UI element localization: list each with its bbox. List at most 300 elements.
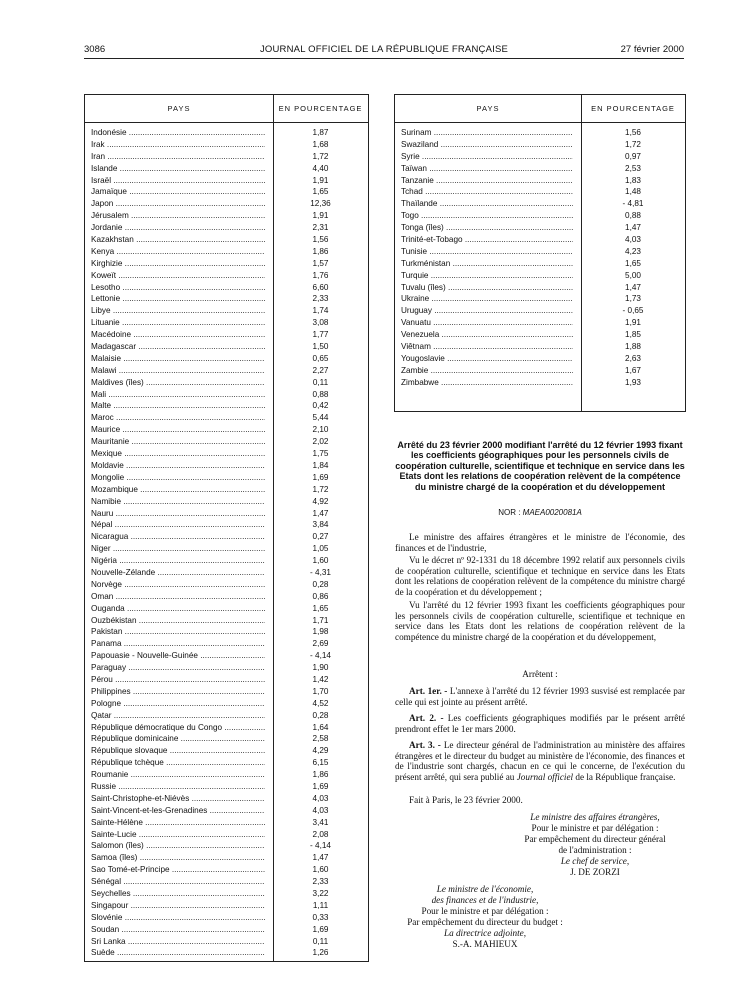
country-name: Tuvalu (îles) ..... (401, 282, 573, 294)
table-row (85, 900, 368, 912)
coefficient-value: 1,72 (625, 139, 641, 149)
country-name: Libye ..... (91, 305, 265, 317)
coefficient-value: 4,92 (312, 496, 329, 506)
table-row (395, 151, 685, 163)
coefficient-value: 0,42 (312, 401, 329, 411)
sig2-line1: Le ministre de l'économie, (436, 884, 534, 894)
coefficient-value: 1,65 (312, 187, 329, 197)
coefficient-value: - 4,81 (622, 199, 644, 209)
table-row (395, 341, 685, 353)
country-name: Indonésie ..... (91, 127, 265, 139)
country-name: Turkménistan ..... (401, 258, 573, 270)
table-row (85, 293, 368, 305)
table-row (395, 246, 685, 258)
country-name: Syrie ..... (401, 151, 573, 163)
country-name: Japon ..... (91, 198, 265, 210)
decree-title: Arrêté du 23 février 2000 modifiant l'arrêté du 12 février 1993 fixant les coefficients géographiques pour les personnels civils de coopération culturelle, scientifique et technique en service dans les Etats dont les relations de coopération relèvent de la compétence du ministre chargé de la coopération et du développement (395, 440, 685, 492)
country-name: Saint-Vincent-et-les-Grenadines ..... (91, 805, 265, 817)
table-row (85, 876, 368, 888)
coefficient-value: 1,72 (312, 151, 329, 161)
table-row (85, 186, 368, 198)
country-name: Sri Lanka ..... (91, 936, 265, 948)
country-name: Népal ..... (91, 519, 265, 531)
sig2-line5: La directrice adjointe, (443, 928, 527, 938)
country-name: Pakistan ..... (91, 626, 265, 638)
country-name: Maldives (îles) ..... (91, 377, 265, 389)
country-name: Moldavie ..... (91, 460, 265, 472)
coefficient-value: 6,15 (312, 758, 329, 768)
country-name: Vanuatu ..... (401, 317, 573, 329)
coefficient-value: 3,84 (312, 520, 329, 530)
sig1-signatory: J. DE ZORZI (570, 867, 620, 877)
table-row (85, 353, 368, 365)
article-3-journal: Journal officiel (516, 771, 574, 782)
coefficient-value: 1,74 (312, 306, 329, 316)
arretent-heading: Arrêtent : (522, 669, 558, 679)
table-row (85, 555, 368, 567)
coefficient-value: 1,91 (312, 211, 329, 221)
table-row (395, 186, 685, 198)
coefficient-value: 1,64 (312, 722, 329, 732)
nor-reference (395, 508, 685, 517)
coefficient-value: 2,63 (625, 353, 641, 363)
coefficient-value: 1,47 (312, 853, 329, 863)
table-row (85, 282, 368, 294)
country-name: Nigéria ..... (91, 555, 265, 567)
country-name: Paraguay ..... (91, 662, 265, 674)
table-row (85, 603, 368, 615)
article-3 (395, 740, 685, 782)
coefficient-value: 2,33 (312, 294, 329, 304)
country-name: Mali ..... (91, 389, 265, 401)
table-row (85, 531, 368, 543)
table-row (395, 270, 685, 282)
article-2-label: Art. 2. - (409, 713, 444, 723)
sig2-line4: Par empêchement du directeur du budget : (407, 917, 563, 927)
table-row (395, 329, 685, 341)
table-row (85, 793, 368, 805)
coefficient-value: 0,86 (312, 591, 329, 601)
country-name: Tunisie ..... (401, 246, 573, 258)
table-row (85, 305, 368, 317)
country-name: Kirghizie ..... (91, 258, 265, 270)
table-row (85, 769, 368, 781)
page-header (84, 44, 684, 58)
table-row (85, 519, 368, 531)
country-name: Thaïlande ..... (401, 198, 573, 210)
coefficient-value: - 4,14 (310, 841, 331, 851)
table-row (395, 258, 685, 270)
coefficient-value: 1,71 (312, 615, 329, 625)
country-name: Panama ..... (91, 638, 265, 650)
coefficient-value: 1,69 (312, 781, 329, 791)
coefficient-value: 5,00 (625, 270, 641, 280)
table-row (85, 733, 368, 745)
table-row (395, 163, 685, 175)
country-name: Swaziland ..... (401, 139, 573, 151)
sig1-line3: Par empêchement du directeur général (524, 834, 666, 844)
table-row (85, 638, 368, 650)
table-row (85, 840, 368, 852)
table-row (85, 579, 368, 591)
table-row (85, 781, 368, 793)
signature-place-date: Fait à Paris, le 23 février 2000. (409, 795, 523, 805)
country-name: Mongolie ..... (91, 472, 265, 484)
table-row (395, 365, 685, 377)
country-name: Jérusalem ..... (91, 210, 265, 222)
country-name: Malte ..... (91, 400, 265, 412)
coefficient-value: 0,28 (312, 710, 329, 720)
country-name: Irak ..... (91, 139, 265, 151)
country-name: Kenya ..... (91, 246, 265, 258)
table-row (85, 210, 368, 222)
table-row (85, 163, 368, 175)
coefficient-value: 1,68 (312, 139, 329, 149)
coefficient-value: 1,98 (312, 627, 329, 637)
country-name: Seychelles ..... (91, 888, 265, 900)
table-row (85, 270, 368, 282)
coefficient-value: 3,22 (312, 889, 329, 898)
table-row (85, 626, 368, 638)
table-row (85, 222, 368, 234)
preamble-paragraph: Le ministre des affaires étrangères et le ministre de l'économie, des finances et de l'industrie, (395, 532, 685, 553)
coefficient-value: 3,41 (312, 817, 329, 827)
country-name: Turquie ..... (401, 270, 573, 282)
coefficient-value: 0,28 (312, 579, 329, 589)
table-row (85, 615, 368, 627)
table-row (395, 210, 685, 222)
table-row (85, 947, 368, 959)
country-name: Ouganda ..... (91, 603, 265, 615)
country-name: Pérou ..... (91, 674, 265, 686)
coefficient-value: 1,50 (312, 342, 329, 352)
coefficient-value: 2,53 (625, 163, 641, 173)
coefficients-table-left (84, 94, 369, 962)
table-row (85, 460, 368, 472)
table-body (395, 127, 685, 389)
country-name: Norvège ..... (91, 579, 265, 591)
coefficient-value: 4,03 (312, 793, 329, 803)
coefficient-value: 4,03 (312, 805, 329, 815)
country-name: Zambie ..... (401, 365, 573, 377)
coefficient-value: 2,33 (312, 877, 329, 887)
table-row (85, 246, 368, 258)
coefficient-value: 4,03 (625, 235, 641, 245)
country-name: Maroc ..... (91, 412, 265, 424)
coefficient-value: 1,91 (312, 175, 329, 185)
coefficient-value: 1,60 (312, 865, 329, 875)
country-name: Samoa (îles) ..... (91, 852, 265, 864)
table-header (395, 95, 685, 123)
coefficient-value: 1,90 (312, 663, 329, 673)
sig2-line3: Pour le ministre et par délégation : (421, 906, 549, 916)
article-3-text-b: de la République française. (575, 771, 676, 782)
coefficient-value: 0,27 (312, 532, 329, 542)
table-row (395, 234, 685, 246)
country-name: Maurice ..... (91, 424, 265, 436)
country-name: Malawi ..... (91, 365, 265, 377)
coefficient-value: 1,70 (312, 686, 329, 696)
visa-paragraph-2: Vu l'arrêté du 12 février 1993 fixant les coefficients géographiques pour les personnels civils de coopération culturelle, scientifique et technique en service dans les Etats dont les relations de coopération relèvent de la compétence du ministre chargé de la coopération et du développement, (395, 600, 685, 642)
table-row (85, 864, 368, 876)
table-row (85, 674, 368, 686)
table-row (85, 757, 368, 769)
column-header-country: PAYS (167, 104, 191, 113)
table-row (85, 198, 368, 210)
sig1-line2: Pour le ministre et par délégation : (531, 823, 659, 833)
table-row (85, 341, 368, 353)
country-name: Surinam ..... (401, 127, 573, 139)
table-row (85, 377, 368, 389)
coefficient-value: 1,56 (312, 235, 329, 245)
coefficient-value: 4,40 (312, 163, 329, 173)
visa-paragraph-1: Vu le décret nº 92-1331 du 18 décembre 1992 relatif aux personnels civils de coopération culturelle, scientifique et technique en service dans les Etats dont les relations de coopération relèvent de la compétence du ministre chargé de la coopération et du développement ; (395, 555, 685, 597)
table-row (395, 353, 685, 365)
table-row (85, 852, 368, 864)
table-row (85, 448, 368, 460)
coefficient-value: 0,11 (312, 377, 329, 387)
table-row (85, 496, 368, 508)
coefficient-value: - 4,31 (310, 567, 331, 577)
coefficient-value: 4,52 (312, 698, 329, 708)
table-row (85, 543, 368, 555)
country-name: Pologne ..... (91, 698, 265, 710)
coefficient-value: 4,23 (625, 246, 641, 256)
country-name: Slovénie ..... (91, 912, 265, 924)
table-row (85, 508, 368, 520)
sig1-line4: de l'administration : (558, 845, 632, 855)
country-name: Lituanie ..... (91, 317, 265, 329)
table-row (395, 305, 685, 317)
table-row (395, 293, 685, 305)
country-name: Mexique ..... (91, 448, 265, 460)
table-row (85, 698, 368, 710)
country-name: Madagascar ..... (91, 341, 265, 353)
table-row (395, 139, 685, 151)
country-name: Saint-Christophe-et-Niévès ..... (91, 793, 265, 805)
coefficient-value: 1,73 (625, 294, 641, 304)
coefficient-value: 1,65 (312, 603, 329, 613)
coefficient-value: 1,91 (625, 318, 641, 328)
sig2-line2: des finances et de l'industrie, (431, 895, 539, 905)
column-header-country: PAYS (476, 104, 500, 113)
table-row (85, 389, 368, 401)
coefficient-value: 1,87 (312, 128, 329, 137)
coefficient-value: 0,88 (312, 389, 329, 399)
coefficient-value: 1,42 (312, 674, 329, 684)
table-row (85, 436, 368, 448)
coefficient-value: 1,86 (312, 246, 329, 256)
table-row (395, 127, 685, 139)
coefficient-value: 1,69 (312, 472, 329, 482)
table-row (85, 912, 368, 924)
table-row (85, 127, 368, 139)
coefficient-value: 1,65 (625, 258, 641, 268)
country-name: Uruguay ..... (401, 305, 573, 317)
coefficient-value: 1,86 (312, 770, 329, 780)
article-2-text: Les coefficients géographiques modifiés par le présent arrêté prendront effet le 1er mars 2000. (395, 713, 685, 734)
country-name: Taïwan ..... (401, 163, 573, 175)
table-row (395, 282, 685, 294)
country-name: Koweït ..... (91, 270, 265, 282)
coefficient-value: 1,69 (312, 924, 329, 934)
table-row (395, 198, 685, 210)
journal-title: JOURNAL OFFICIEL DE LA RÉPUBLIQUE FRANÇAISE (259, 44, 509, 55)
coefficients-table-right (394, 94, 686, 412)
country-name: Roumanie ..... (91, 769, 265, 781)
country-name: Salomon (îles) ..... (91, 840, 265, 852)
country-name: Zimbabwe ..... (401, 377, 573, 389)
coefficient-value: 3,08 (312, 318, 329, 328)
article-1-text: L'annexe à l'arrêté du 12 février 1993 susvisé est remplacée par celle qui est jointe au présent arrêté. (395, 686, 686, 707)
table-row (85, 662, 368, 674)
coefficient-value: 2,02 (312, 437, 329, 447)
table-row (85, 175, 368, 187)
table-row (85, 424, 368, 436)
coefficient-value: 2,27 (312, 365, 329, 375)
coefficient-value: 2,10 (312, 425, 329, 435)
article-3-text-a: Le directeur général de l'administration au ministère des affaires étrangères et le directeur du budget au ministère de l'économie, des finances et de l'industrie sont chargés, chacun en ce qui le concerne, de l'exécution du présent arrêté, qui sera publié au (395, 740, 686, 782)
country-name: Tanzanie ..... (401, 175, 573, 187)
nor-label: NOR : (498, 508, 521, 517)
country-name: Philippines ..... (91, 686, 265, 698)
country-name: Papouasie - Nouvelle-Guinée ..... (91, 650, 265, 662)
country-name: Ouzbékistan ..... (91, 615, 265, 627)
country-name: Nicaragua ..... (91, 531, 265, 543)
country-name: Tonga (îles) ..... (401, 222, 573, 234)
coefficient-value: 0,11 (312, 936, 329, 946)
table-row (85, 745, 368, 757)
sig1-line5: Le chef de service, (560, 856, 630, 866)
country-name: Venezuela ..... (401, 329, 573, 341)
coefficient-value: 1,26 (312, 948, 329, 958)
country-name: République démocratique du Congo ..... (91, 722, 265, 734)
country-name: Togo ..... (401, 210, 573, 222)
country-name: Sénégal ..... (91, 876, 265, 888)
country-name: Nauru ..... (91, 508, 265, 520)
country-name: Viêtnam ..... (401, 341, 573, 353)
country-name: Israël ..... (91, 175, 265, 187)
country-name: Islande ..... (91, 163, 265, 175)
country-name: Qatar ..... (91, 710, 265, 722)
country-name: Macédoine ..... (91, 329, 265, 341)
table-row (85, 400, 368, 412)
article-3-label: Art. 3. - (409, 740, 441, 750)
country-name: Jamaïque ..... (91, 186, 265, 198)
table-row (85, 472, 368, 484)
coefficient-value: 1,84 (312, 460, 329, 470)
coefficient-value: 1,47 (625, 223, 641, 233)
coefficient-value: 1,67 (625, 365, 641, 375)
table-row (85, 484, 368, 496)
country-name: République tchèque ..... (91, 757, 265, 769)
coefficient-value: 2,31 (312, 223, 329, 233)
coefficient-value: 1,88 (625, 342, 641, 352)
coefficient-value: 1,57 (312, 258, 329, 268)
table-row (85, 829, 368, 841)
coefficient-value: 2,08 (312, 829, 329, 839)
country-name: Sainte-Hélène ..... (91, 817, 265, 829)
coefficient-value: 1,83 (625, 175, 641, 185)
table-row (395, 377, 685, 389)
coefficient-value: 1,05 (312, 544, 329, 554)
coefficient-value: 1,48 (625, 187, 641, 197)
coefficient-value: 1,47 (625, 282, 641, 292)
country-name: Sao Tomé-et-Principe ..... (91, 864, 265, 876)
country-name: Namibie ..... (91, 496, 265, 508)
issue-date: 27 février 2000 (620, 44, 684, 55)
table-header (85, 95, 368, 123)
coefficient-value: 2,58 (312, 734, 329, 744)
coefficient-value: 1,75 (312, 449, 329, 459)
coefficient-value: 1,47 (312, 508, 329, 518)
table-row (85, 139, 368, 151)
coefficient-value: 2,69 (312, 639, 329, 649)
table-row (85, 365, 368, 377)
coefficient-value: 1,93 (625, 377, 641, 387)
coefficient-value: 5,44 (312, 413, 329, 423)
column-header-percent: EN POURCENTAGE (591, 104, 675, 113)
table-body (85, 127, 368, 959)
column-header-percent: EN POURCENTAGE (278, 104, 363, 113)
country-name: Lesotho ..... (91, 282, 265, 294)
coefficient-value: 6,60 (312, 282, 329, 292)
sig2-signatory: S.-A. MAHIEUX (452, 939, 518, 949)
table-row (85, 710, 368, 722)
table-row (395, 222, 685, 234)
country-name: Mozambique ..... (91, 484, 265, 496)
coefficient-value: 1,77 (312, 330, 329, 340)
coefficient-value: 0,33 (312, 912, 329, 922)
table-row (85, 722, 368, 734)
table-row (85, 234, 368, 246)
page-number: 3086 (84, 44, 106, 55)
country-name: Niger ..... (91, 543, 265, 555)
table-row (85, 317, 368, 329)
coefficient-value: 1,76 (312, 270, 329, 280)
coefficient-value: 0,97 (625, 151, 641, 161)
coefficient-value: 1,56 (625, 128, 641, 137)
coefficient-value: 1,72 (312, 484, 329, 494)
table-row (85, 567, 368, 579)
table-row (85, 329, 368, 341)
coefficient-value: 0,88 (625, 211, 641, 221)
country-name: Kazakhstan ..... (91, 234, 265, 246)
country-name: Singapour ..... (91, 900, 265, 912)
table-row (85, 936, 368, 948)
sig1-line1: Le ministre des affaires étrangères, (530, 812, 660, 822)
country-name: Russie ..... (91, 781, 265, 793)
table-row (85, 591, 368, 603)
article-2 (395, 713, 685, 734)
table-row (85, 805, 368, 817)
table-row (85, 686, 368, 698)
country-name: Soudan ..... (91, 924, 265, 936)
country-name: Suède ..... (91, 947, 265, 959)
country-name: Mauritanie ..... (91, 436, 265, 448)
nor-code: MAEA0020081A (522, 508, 582, 517)
article-1-label: Art. 1er. - (409, 686, 448, 696)
country-name: Ukraine ..... (401, 293, 573, 305)
country-name: Jordanie ..... (91, 222, 265, 234)
country-name: République dominicaine ..... (91, 733, 265, 745)
country-name: Iran ..... (91, 151, 265, 163)
country-name: Nouvelle-Zélande ..... (91, 567, 265, 579)
coefficient-value: - 4,14 (310, 651, 331, 661)
coefficient-value: 0,65 (312, 353, 329, 363)
country-name: Tchad ..... (401, 186, 573, 198)
coefficient-value: 4,29 (312, 746, 329, 756)
